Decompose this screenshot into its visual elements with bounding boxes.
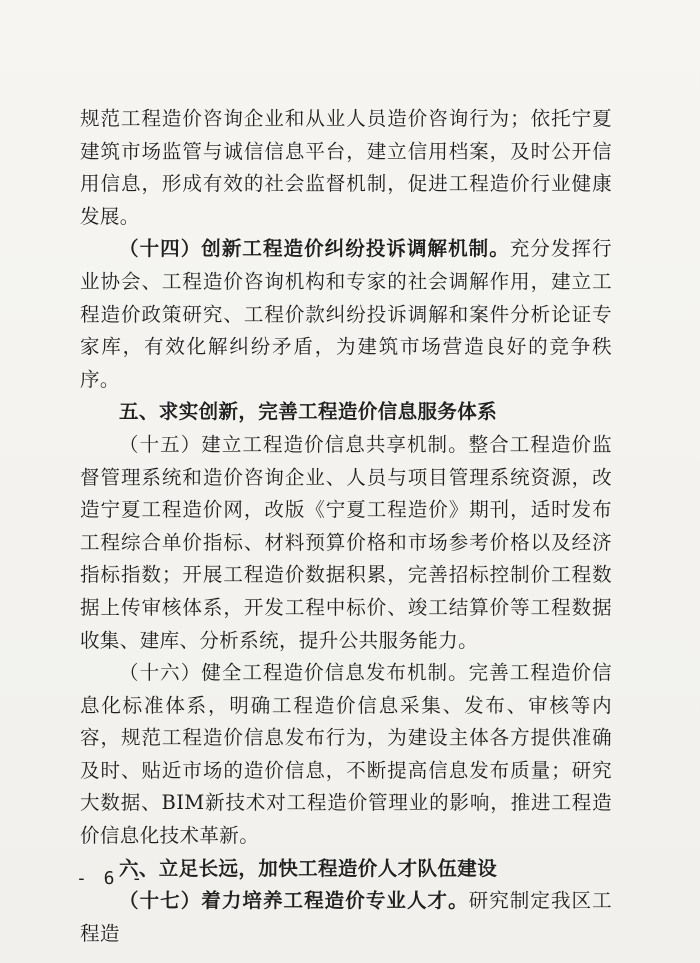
paragraph-text: 研究制定我区工程造: [80, 889, 612, 945]
paragraph-lead: （十四）创新工程造价纠纷投诉调解机制。: [119, 237, 510, 261]
paragraph-lead: （十七）着力培养工程造价专业人才。: [119, 889, 469, 913]
paragraph-item-14: [80, 233, 612, 396]
page-number: - 6 -: [76, 868, 146, 889]
paragraph-item-17: [80, 885, 612, 950]
paragraph-lead: （十五）建立工程造价信息共享机制。: [119, 432, 469, 456]
paragraph-text: 规范工程造价咨询企业和从业人员造价咨询行为；依托宁夏建筑市场监管与诚信信息平台，建立信用档案，及时公开信用信息，形成有效的社会监督机制，促进工程造价行业健康发展。: [80, 107, 612, 228]
paragraph-lead: （十六）健全工程造价信息发布机制。: [119, 661, 469, 685]
paragraph-item-15: [80, 429, 612, 657]
document-body: [80, 103, 612, 950]
paragraph-text: 充分发挥行业协会、工程造价咨询机构和专家的社会调解作用，建立工程造价政策研究、工程价款纠纷投诉调解和案件分析论证专家库，有效化解纠纷矛盾，为建筑市场营造良好的竞争秩序。: [80, 237, 612, 391]
section-heading-6: 六、立足长远，加快工程造价人才队伍建设: [119, 856, 498, 880]
paragraph-item-16: [80, 657, 612, 853]
section-heading-5: 五、求实创新，完善工程造价信息服务体系: [119, 400, 498, 424]
paragraph-continuation: [80, 103, 612, 233]
paragraph-text: 完善工程造价信息化标准体系，明确工程造价信息采集、发布、审核等内容，规范工程造价信息发布行为，为建设主体各方提供准确及时、贴近市场的造价信息，不断提高信息发布质量；研究大数据、BIM新技术对工程造价管理业的影响，推进工程造价信息化技术革新。: [80, 661, 612, 848]
paragraph-text: 整合工程造价监督管理系统和造价咨询企业、人员与项目管理系统资源，改造宁夏工程造价网，改版《宁夏工程造价》期刊，适时发布工程综合单价指标、材料预算价格和市场参考价格以及经济指标指数；开展工程造价数据积累，完善招标控制价工程数据上传审核体系，开发工程中标价、竣工结算价等工程数据收集、建库、分析系统，提升公共服务能力。: [80, 432, 612, 652]
